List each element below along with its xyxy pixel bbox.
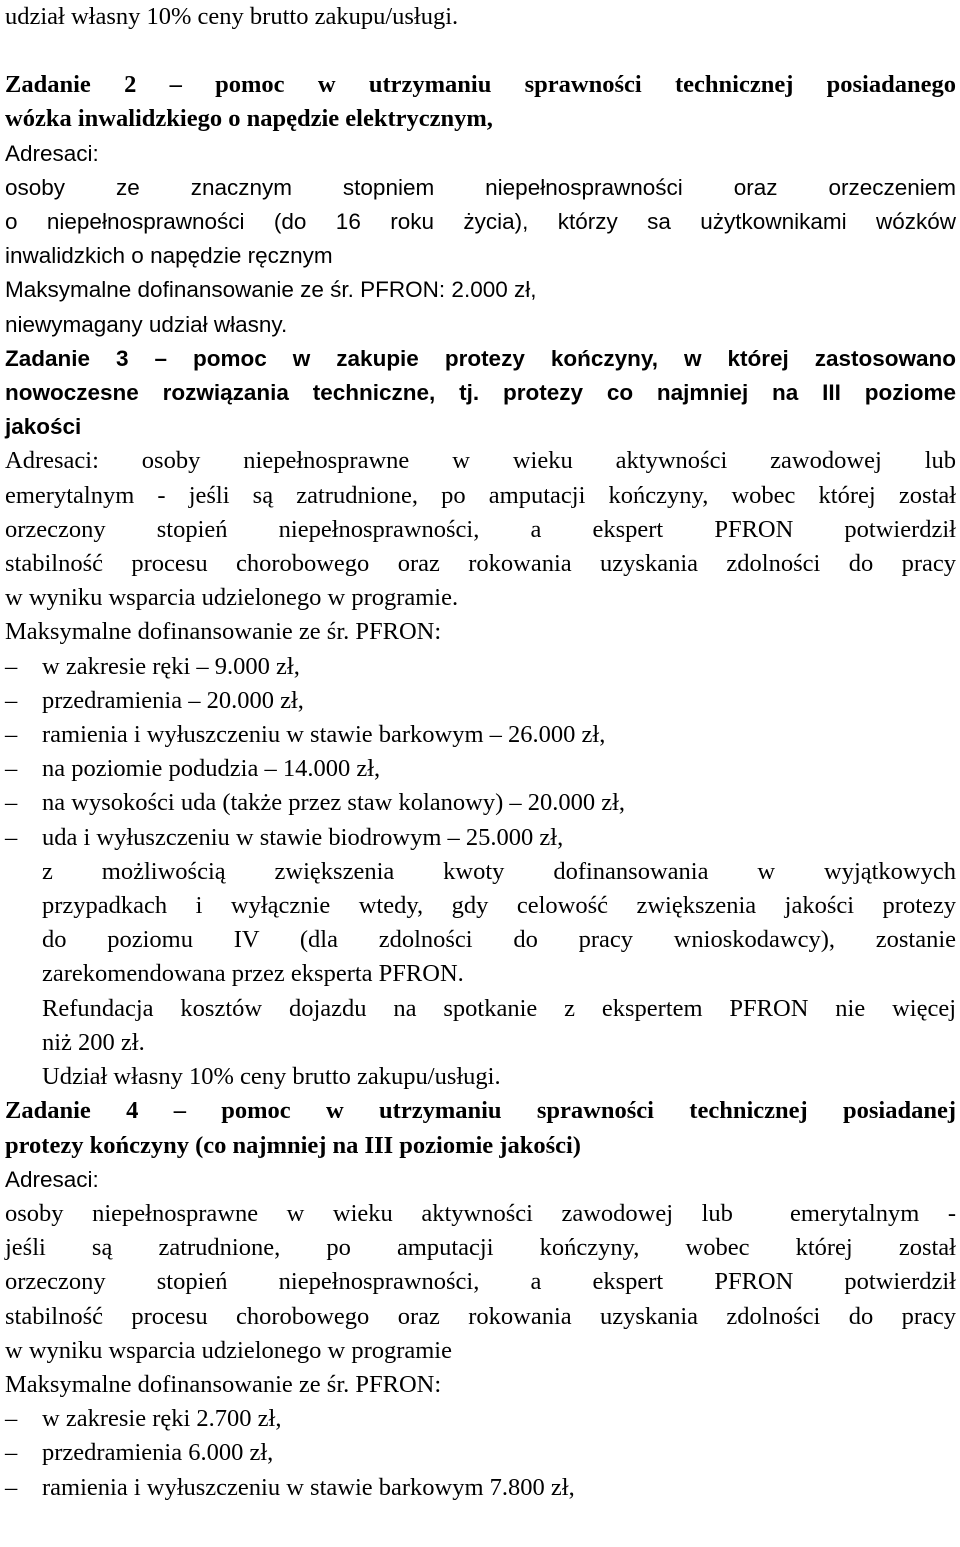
zadanie-3-body-line-5: w wyniku wsparcia udzielonego w programie. bbox=[5, 584, 459, 612]
list-item-text: na poziomie podudzia – 14.000 zł, bbox=[42, 755, 381, 783]
zadanie-4-adresaci-label: Adresaci: bbox=[5, 1166, 99, 1192]
list-item bbox=[5, 1436, 956, 1470]
dash-bullet: – bbox=[5, 1439, 18, 1467]
list-item bbox=[5, 1471, 956, 1505]
zadanie-2-max-funding: Maksymalne dofinansowanie ze śr. PFRON: 2.000 zł, bbox=[5, 277, 537, 303]
dash-bullet: – bbox=[5, 686, 18, 714]
zadanie-3-note-line-1: z możliwością zwiększenia kwoty dofinansowania w wyjątkowych bbox=[42, 857, 956, 885]
zadanie-3-note-line-4: zarekomendowana przez eksperta PFRON. bbox=[42, 960, 464, 988]
dash-bullet: – bbox=[5, 823, 18, 851]
list-item-text: w zakresie ręki – 9.000 zł, bbox=[42, 652, 300, 680]
list-item-text: ramienia i wyłuszczeniu w stawie barkowym 7.800 zł, bbox=[42, 1473, 575, 1501]
zadanie-3-title-line-3: jakości bbox=[5, 414, 82, 440]
dash-bullet: – bbox=[5, 1405, 18, 1433]
zadanie-4-body-line-4: stabilność procesu chorobowego oraz rokowania uzyskania zdolności do pracy bbox=[5, 1302, 956, 1330]
dash-bullet: – bbox=[5, 652, 18, 680]
zadanie-3-title-line-1: Zadanie 3 – pomoc w zakupie protezy kończyny, w której zastosowano bbox=[5, 345, 956, 371]
list-item bbox=[5, 650, 956, 684]
dash-bullet: – bbox=[5, 1473, 18, 1501]
zadanie-3-title-line-2: nowoczesne rozwiązania techniczne, tj. protezy co najmniej na III poziome bbox=[5, 380, 956, 406]
zadanie-2-title-line-2: wózka inwalidzkiego o napędzie elektrycznym, bbox=[5, 105, 493, 133]
blank-line bbox=[5, 34, 956, 68]
zadanie-3-max-label: Maksymalne dofinansowanie ze śr. PFRON: bbox=[5, 618, 442, 646]
zadanie-4-title-line-2: protezy kończyny (co najmniej na III poziomie jakości) bbox=[5, 1131, 581, 1159]
list-item bbox=[5, 752, 956, 786]
zadanie-2-body-line-1: osoby ze znacznym stopniem niepełnosprawności oraz orzeczeniem bbox=[5, 174, 956, 200]
paragraph-own-share-prev: udział własny 10% ceny brutto zakupu/usługi. bbox=[5, 3, 459, 30]
zadanie-3-refund-line-2: niż 200 zł. bbox=[42, 1028, 145, 1056]
zadanie-3-note-line-3: do poziomu IV (dla zdolności do pracy wnioskodawcy), zostanie bbox=[42, 926, 956, 954]
list-item-text: w zakresie ręki 2.700 zł, bbox=[42, 1405, 282, 1433]
dash-bullet: – bbox=[5, 721, 18, 749]
zadanie-2-body-line-3: inwalidzkich o napędzie ręcznym bbox=[5, 243, 333, 269]
zadanie-2-adresaci-label: Adresaci: bbox=[5, 140, 99, 166]
list-item-text: przedramienia – 20.000 zł, bbox=[42, 686, 304, 714]
zadanie-3-body-line-2: emerytalnym - jeśli są zatrudnione, po amputacji kończyny, wobec której został bbox=[5, 481, 956, 509]
list-item bbox=[5, 684, 956, 718]
zadanie-3-body-line-3: orzeczony stopień niepełnosprawności, a ekspert PFRON potwierdził bbox=[5, 515, 956, 543]
list-item bbox=[5, 786, 956, 820]
zadanie-3-note-line-2: przypadkach i wyłącznie wtedy, gdy celowość zwiększenia jakości protezy bbox=[42, 892, 956, 920]
zadanie-2-title-line-1: Zadanie 2 – pomoc w utrzymaniu sprawności technicznej posiadanego bbox=[5, 71, 956, 99]
dash-bullet: – bbox=[5, 789, 18, 817]
zadanie-3-body-line-1: Adresaci: osoby niepełnosprawne w wieku aktywności zawodowej lub bbox=[5, 447, 956, 475]
zadanie-4-body-line-5: w wyniku wsparcia udzielonego w programie bbox=[5, 1336, 452, 1364]
zadanie-3-own-share: Udział własny 10% ceny brutto zakupu/usługi. bbox=[42, 1063, 501, 1091]
list-item-text: przedramienia 6.000 zł, bbox=[42, 1439, 274, 1467]
zadanie-4-title-line-1: Zadanie 4 – pomoc w utrzymaniu sprawności technicznej posiadanej bbox=[5, 1097, 956, 1125]
zadanie-4-body-line-3: orzeczony stopień niepełnosprawności, a ekspert PFRON potwierdził bbox=[5, 1268, 956, 1296]
list-item bbox=[5, 1402, 956, 1436]
section-zadanie-2 bbox=[5, 68, 956, 342]
zadanie-2-body-line-2: o niepełnosprawności (do 16 roku życia), którzy sa użytkownikami wózków bbox=[5, 209, 956, 235]
list-item bbox=[5, 821, 956, 855]
zadanie-2-own-share: niewymagany udział własny. bbox=[5, 311, 288, 337]
zadanie-4-max-label: Maksymalne dofinansowanie ze śr. PFRON: bbox=[5, 1370, 442, 1398]
list-item-text: ramienia i wyłuszczeniu w stawie barkowym – 26.000 zł, bbox=[42, 721, 606, 749]
zadanie-3-body-line-4: stabilność procesu chorobowego oraz rokowania uzyskania zdolności do pracy bbox=[5, 550, 956, 578]
zadanie-3-refund-line-1: Refundacja kosztów dojazdu na spotkanie z ekspertem PFRON nie więcej bbox=[42, 994, 956, 1022]
list-item-text: na wysokości uda (także przez staw kolanowy) – 20.000 zł, bbox=[42, 789, 626, 817]
list-item bbox=[5, 718, 956, 752]
zadanie-4-body-line-1: osoby niepełnosprawne w wieku aktywności zawodowej lub emerytalnym - bbox=[5, 1199, 956, 1227]
list-item-text: uda i wyłuszczeniu w stawie biodrowym – 25.000 zł, bbox=[42, 823, 564, 851]
section-zadanie-3 bbox=[5, 342, 956, 1094]
zadanie-4-body-line-2: jeśli są zatrudnione, po amputacji kończyny, wobec której został bbox=[5, 1234, 956, 1262]
section-zadanie-4 bbox=[5, 1094, 956, 1504]
dash-bullet: – bbox=[5, 755, 18, 783]
